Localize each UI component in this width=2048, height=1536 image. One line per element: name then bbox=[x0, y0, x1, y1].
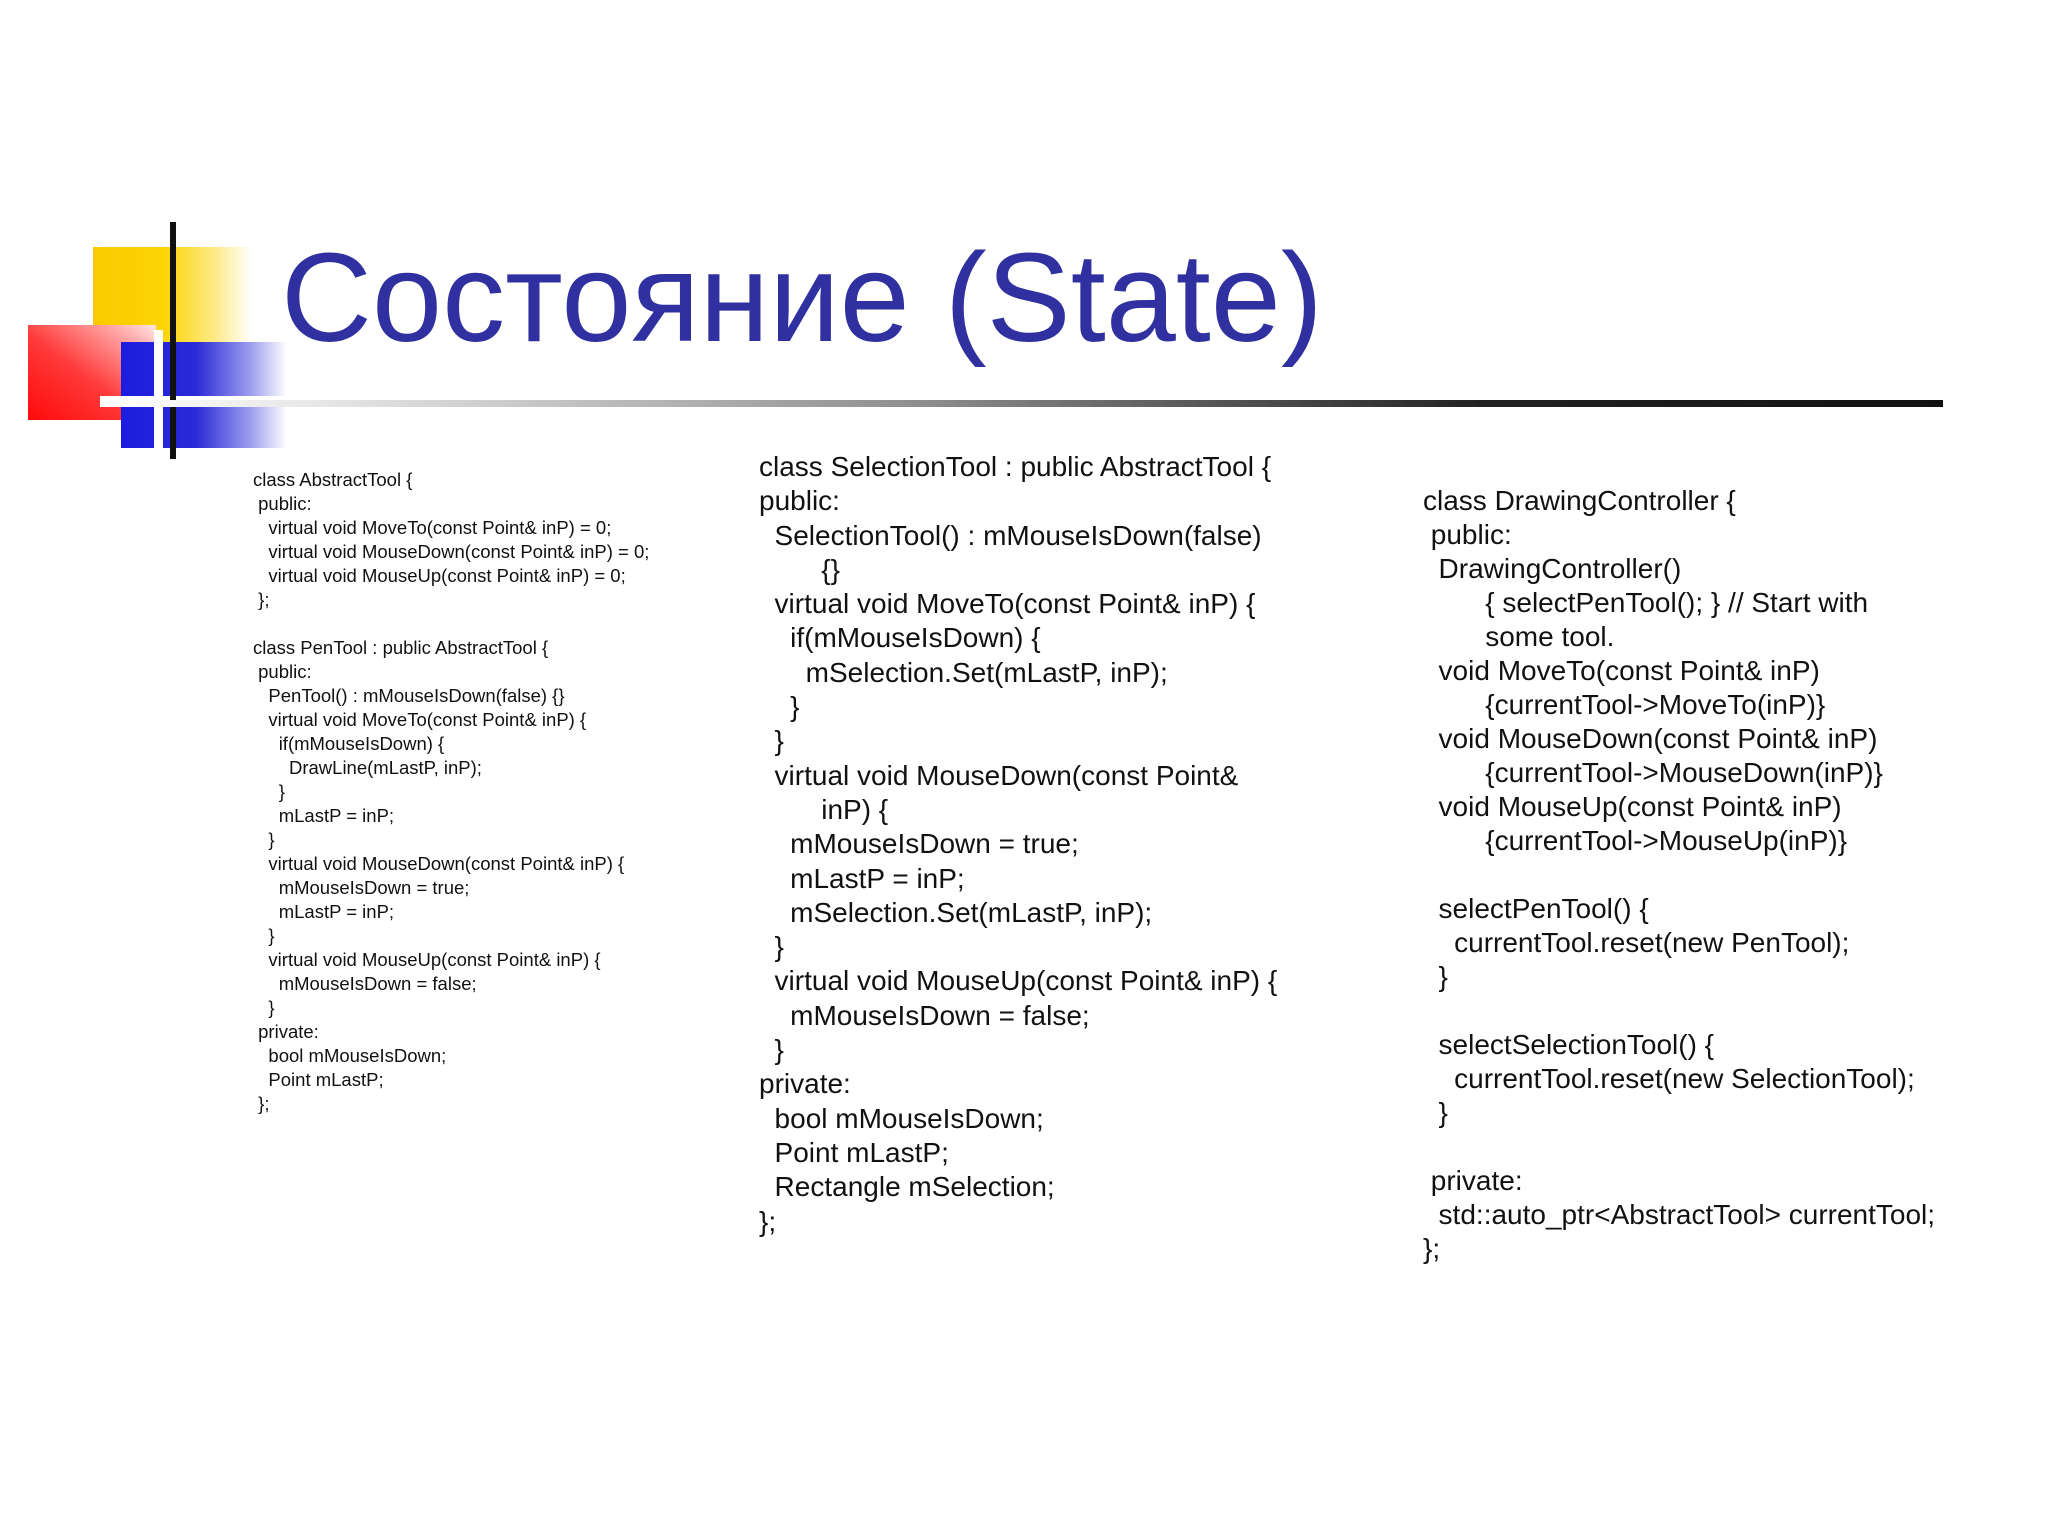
logo-black-vertical-bar bbox=[170, 222, 176, 459]
slide-title: Состояние (State) bbox=[281, 227, 1323, 368]
logo-blue-square bbox=[121, 342, 287, 448]
code-block-drawing-controller: class DrawingController { public: DrawingController() { selectPenTool(); } // Start with some tool. void MoveTo(const Point& inP) {currentTool->MoveTo(inP)} void MouseDown(const Point& inP) {currentTool->MouseDown(inP)} void MouseUp(const Point& inP) {currentTool->MouseUp(inP)} selectPenTool() { currentTool.reset(new PenTool); } selectSelectionTool() { currentTool.reset(new SelectionTool); } private: std::auto_ptr<AbstractTool> currentTool; }; bbox=[1423, 485, 1936, 1264]
logo-white-vertical-gap bbox=[154, 330, 163, 448]
code-block-abstract-pen-tool: class AbstractTool { public: virtual void MoveTo(const Point& inP) = 0; virtual void MouseDown(const Point& inP) = 0; virtual void MouseUp(const Point& inP) = 0; }; class PenTool : public AbstractTool { public: PenTool() : mMouseIsDown(false) {} virtual void MoveTo(const Point& inP) { if(mMouseIsDown) { DrawLine(mLastP, inP); } mLastP = inP; } virtual void MouseDown(const Point& inP) { mMouseIsDown = true; mLastP = inP; } virtual void MouseUp(const Point& inP) { mMouseIsDown = false; } private: bool mMouseIsDown; Point mLastP; }; bbox=[253, 469, 650, 1114]
code-block-selection-tool: class SelectionTool : public AbstractTool { public: SelectionTool() : mMouseIsDown(false) {} virtual void MoveTo(const Point& inP) { if(mMouseIsDown) { mSelection.Set(mLastP, inP); } } virtual void MouseDown(const Point& inP) { mMouseIsDown = true; mLastP = inP; mSelection.Set(mLastP, inP); } virtual void MouseUp(const Point& inP) { mMouseIsDown = false; } private: bool mMouseIsDown; Point mLastP; Rectangle mSelection; }; bbox=[759, 451, 1278, 1237]
title-underline-rule bbox=[100, 400, 1943, 407]
